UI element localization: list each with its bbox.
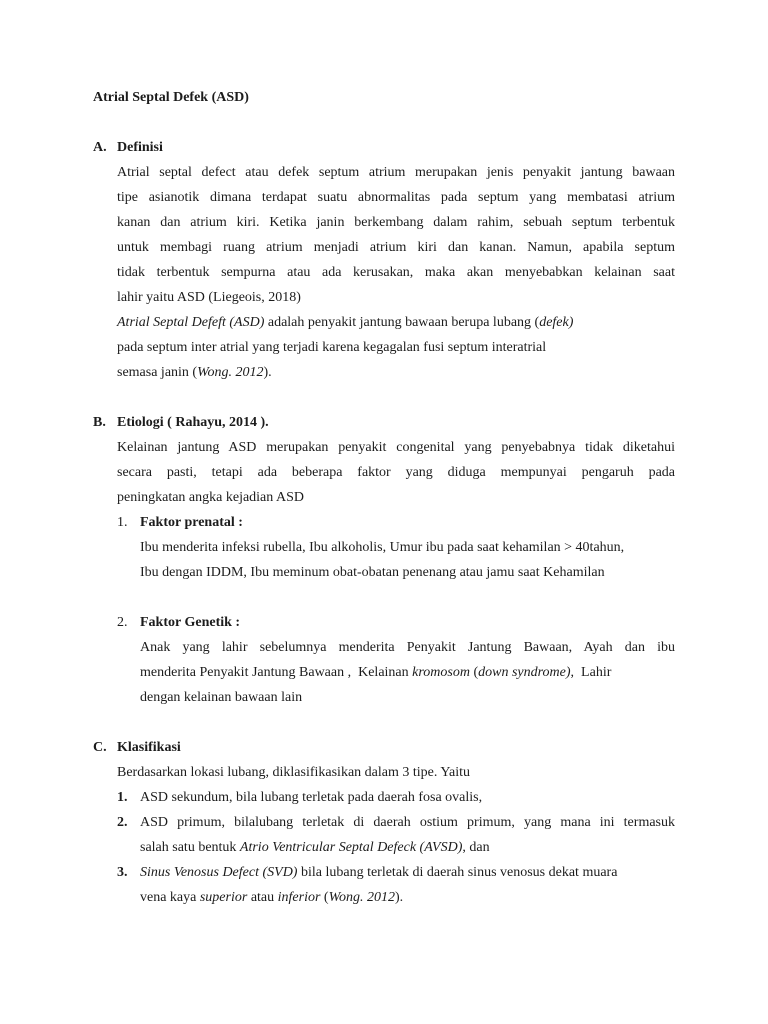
text-span: semasa janin (: [117, 365, 198, 380]
term-italic: defek): [539, 315, 574, 330]
term-italic: down syndrome): [478, 665, 571, 680]
text-span: adalah penyakit jantung bawaan berupa lubang (: [264, 315, 540, 330]
section-c-item2-line: [140, 839, 490, 857]
section-b-paragraph-line: peningkatan angka kejadian ASD: [117, 490, 305, 505]
section-c-item2-number: 2.: [117, 815, 128, 830]
section-a-title: Definisi: [117, 140, 163, 155]
term-italic: kromosom: [412, 665, 470, 680]
text-span: (: [469, 665, 479, 680]
section-b-item2-title: Faktor Genetik :: [140, 615, 241, 630]
term-italic: Atrio Ventricular Septal Defeck (AVSD): [239, 840, 463, 855]
section-c-letter: C.: [93, 740, 107, 755]
section-a-paragraph-line: kanan dan atrium kiri. Ketika janin berkembang dalam rahim, sebuah septum terbentuk: [117, 215, 675, 230]
section-c-item3-line: [140, 864, 617, 882]
term-italic: Sinus Venosus Defect (SVD): [140, 865, 298, 880]
section-b-letter: B.: [93, 415, 106, 430]
section-b-item2-line: Anak yang lahir sebelumnya menderita Penyakit Jantung Bawaan, Ayah dan ibu: [140, 640, 675, 655]
section-a-paragraph-line: lahir yaitu ASD (Liegeois, 2018): [117, 290, 301, 305]
text-span: menderita Penyakit Jantung Bawaan , Kelainan: [140, 665, 413, 680]
section-b-paragraph-line: Kelainan jantung ASD merupakan penyakit congenital yang penyebabnya tidak diketahui: [117, 440, 675, 455]
text-span: ).: [394, 890, 404, 905]
section-a-letter: A.: [93, 140, 107, 155]
term-italic: superior: [199, 890, 248, 905]
section-a-definition-line: [117, 364, 272, 382]
text-span: bila lubang terletak di daerah sinus venosus dekat muara: [297, 865, 618, 880]
citation-italic: Wong. 2012: [328, 890, 395, 905]
text-span: (: [320, 890, 329, 905]
section-b-item2-number: 2.: [117, 615, 128, 630]
section-c-item3-line: [140, 889, 403, 907]
term-italic: Atrial Septal Defeft (ASD): [117, 315, 265, 330]
section-c-intro: Berdasarkan lokasi lubang, diklasifikasikan dalam 3 tipe. Yaitu: [117, 765, 471, 780]
section-a-paragraph-line: untuk membagi ruang atrium menjadi atrium kiri dan kanan. Namun, apabila septum: [117, 240, 675, 255]
section-c-title: Klasifikasi: [117, 740, 181, 755]
section-b-item2-line: [140, 664, 675, 682]
section-a-paragraph-line: Atrial septal defect atau defek septum atrium merupakan jenis penyakit jantung bawaan: [117, 165, 675, 180]
section-b-title: Etiologi ( Rahayu, 2014 ).: [117, 415, 269, 430]
section-b-paragraph-line: secara pasti, tetapi ada beberapa faktor yang diduga mempunyai pengaruh pada: [117, 465, 675, 480]
text-span: vena kaya: [140, 890, 200, 905]
section-a-paragraph-line: tipe asianotik dimana terdapat suatu abnormalitas pada septum yang membatasi atrium: [117, 190, 675, 205]
section-b-item1-line: Ibu menderita infeksi rubella, Ibu alkoholis, Umur ibu pada saat kehamilan > 40tahun,: [140, 540, 625, 555]
section-b-item1-number: 1.: [117, 515, 128, 530]
section-b-item2-line: dengan kelainan bawaan lain: [140, 690, 303, 705]
section-c-item1-text: ASD sekundum, bila lubang terletak pada daerah fosa ovalis,: [140, 790, 483, 805]
text-span: ).: [263, 365, 272, 380]
section-a-paragraph-line: tidak terbentuk sempurna atau ada kerusakan, maka akan menyebabkan kelainan saat: [117, 265, 675, 280]
text-span: salah satu bentuk: [140, 840, 240, 855]
section-b-item1-title: Faktor prenatal :: [140, 515, 243, 530]
term-italic: inferior: [277, 890, 321, 905]
section-c-item2-line: ASD primum, bilalubang terletak di daerah ostium primum, yang mana ini termasuk: [140, 815, 675, 830]
section-c-item1-number: 1.: [117, 790, 128, 805]
citation-italic: Wong. 2012: [197, 365, 264, 380]
text-span: , Lahir: [570, 665, 612, 680]
text-span: atau: [247, 890, 278, 905]
section-b-item1-line: Ibu dengan IDDM, Ibu meminum obat-obatan penenang atau jamu saat Kehamilan: [140, 565, 605, 580]
section-c-item3-number: 3.: [117, 865, 128, 880]
document-title: Atrial Septal Defek (ASD): [93, 90, 249, 105]
text-span: , dan: [462, 840, 490, 855]
section-a-definition-line: pada septum inter atrial yang terjadi karena kegagalan fusi septum interatrial: [117, 340, 547, 355]
section-a-definition-line: [117, 314, 573, 332]
